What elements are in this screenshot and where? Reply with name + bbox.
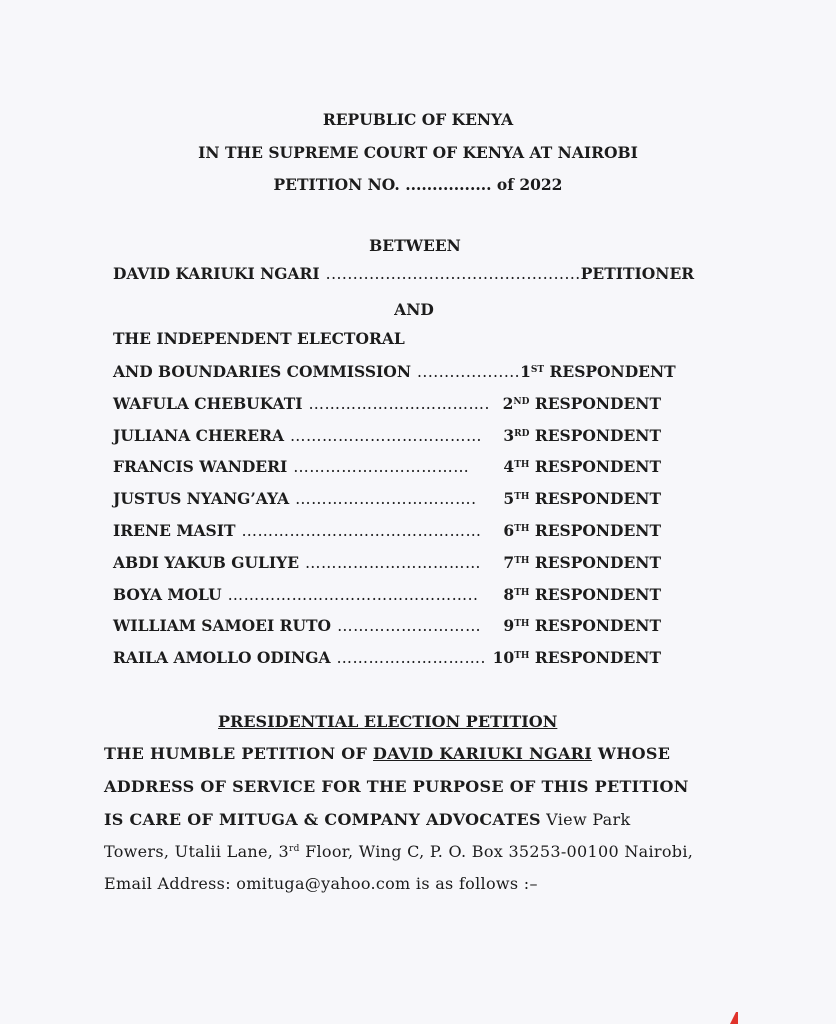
republic-heading: REPUBLIC OF KENYA bbox=[322, 110, 514, 129]
role-label: RESPONDENT bbox=[534, 393, 661, 413]
respondent-row bbox=[113, 521, 661, 540]
role-label: RESPONDENT bbox=[534, 425, 661, 445]
body-text: View Park bbox=[540, 810, 631, 829]
ordinal-suffix: TH bbox=[514, 492, 530, 503]
respondent-role bbox=[503, 426, 661, 445]
ordinal-number: 2 bbox=[502, 393, 514, 413]
ordinal-suffix: TH bbox=[514, 524, 530, 534]
body-text: THE HUMBLE PETITION OF bbox=[104, 744, 374, 763]
body-text: WHOSE bbox=[592, 744, 671, 763]
petitioner-row bbox=[113, 264, 695, 283]
leader-dots: ………………………. bbox=[336, 649, 486, 668]
email-line: Email Address: omituga@yahoo.com is as follows :– bbox=[104, 874, 538, 893]
body-line-3 bbox=[104, 810, 660, 829]
role-label: RESPONDENT bbox=[534, 648, 661, 668]
ordinal-number: 3 bbox=[503, 425, 515, 445]
leader-dots: ................... bbox=[416, 363, 521, 381]
body-text: ADDRESS OF SERVICE FOR THE PURPOSE OF THIS PETITION bbox=[104, 777, 689, 796]
role-label: RESPONDENT bbox=[534, 552, 661, 572]
leader-dots: ............................................... bbox=[325, 265, 581, 283]
respondent-name: WILLIAM SAMOEI RUTO bbox=[113, 616, 332, 636]
leader-dots: ……………………… bbox=[337, 617, 482, 636]
respondent-row bbox=[113, 394, 661, 413]
leader-dots: ……………………………. bbox=[295, 490, 477, 509]
ordinal-number: 7 bbox=[503, 552, 515, 572]
ordinal-suffix: ST bbox=[530, 365, 545, 375]
respondent-role bbox=[503, 553, 661, 572]
page-number-mark bbox=[726, 1010, 740, 1024]
role-label: RESPONDENT bbox=[534, 616, 661, 636]
leader-dots: ……………………………………….. bbox=[227, 585, 479, 604]
leader-dots: ……………………………… bbox=[290, 426, 483, 445]
respondent-role bbox=[493, 648, 661, 667]
respondent-row bbox=[113, 585, 661, 604]
role-label: RESPONDENT bbox=[534, 489, 661, 509]
body-text: Floor, Wing C, P. O. Box 35253-00100 Nairobi, bbox=[299, 842, 694, 861]
ordinal-suffix: ND bbox=[513, 396, 530, 407]
and-heading: AND bbox=[394, 300, 434, 319]
respondent-row bbox=[113, 489, 661, 508]
between-heading: BETWEEN bbox=[369, 236, 461, 255]
petition-number: PETITION NO. ................ of 2022 bbox=[273, 175, 563, 194]
ordinal-suffix: TH bbox=[514, 587, 530, 598]
iebc-name-line: THE INDEPENDENT ELECTORAL bbox=[113, 329, 405, 348]
respondent-name: JUSTUS NYANG’AYA bbox=[113, 489, 290, 509]
respondent-row bbox=[113, 616, 661, 635]
respondent-name: FRANCIS WANDERI bbox=[113, 457, 288, 477]
respondent-role bbox=[503, 394, 661, 413]
petitioner-name-inline: DAVID KARIUKI NGARI bbox=[373, 744, 593, 763]
ordinal-suffix: rd bbox=[289, 844, 300, 854]
respondent-row bbox=[113, 648, 661, 667]
petitioner-role: PETITIONER bbox=[580, 264, 695, 283]
respondent-name: ABDI YAKUB GULIYE bbox=[113, 552, 300, 572]
leader-dots: …………………………… bbox=[305, 553, 482, 572]
body-line-5 bbox=[104, 874, 660, 893]
respondent-role bbox=[503, 457, 661, 476]
leader-dots: ……………………………. bbox=[308, 394, 490, 413]
petitioner-name: DAVID KARIUKI NGARI bbox=[113, 264, 320, 283]
respondent-row bbox=[113, 457, 661, 476]
respondent-role bbox=[503, 585, 661, 604]
respondent-role bbox=[503, 616, 661, 635]
body-text: Towers, Utalii Lane, 3 bbox=[104, 842, 290, 861]
leader-dots: …………………………… bbox=[293, 458, 470, 477]
ordinal-number: 5 bbox=[503, 489, 515, 509]
respondent-row bbox=[113, 362, 676, 381]
respondent-name: AND BOUNDARIES COMMISSION bbox=[113, 362, 411, 381]
respondent-name: IRENE MASIT bbox=[113, 521, 236, 540]
respondent-name: RAILA AMOLLO ODINGA bbox=[113, 648, 331, 668]
respondent-role bbox=[520, 362, 676, 381]
role-label: RESPONDENT bbox=[534, 521, 661, 540]
role-label: RESPONDENT bbox=[534, 584, 661, 604]
ordinal-number: 6 bbox=[503, 521, 515, 540]
body-line-1 bbox=[104, 744, 671, 763]
petition-title: PRESIDENTIAL ELECTION PETITION bbox=[218, 712, 558, 731]
role-label: RESPONDENT bbox=[549, 362, 676, 381]
ordinal-number: 1 bbox=[520, 362, 531, 381]
respondent-row bbox=[113, 553, 661, 572]
ordinal-suffix: TH bbox=[514, 555, 530, 566]
respondent-role bbox=[503, 521, 661, 540]
ordinal-number: 8 bbox=[503, 584, 515, 604]
ordinal-number: 10 bbox=[492, 648, 515, 668]
respondent-name: WAFULA CHEBUKATI bbox=[113, 393, 303, 413]
ordinal-suffix: TH bbox=[514, 619, 530, 630]
respondent-row bbox=[113, 426, 661, 445]
ordinal-suffix: RD bbox=[514, 428, 530, 439]
court-heading: IN THE SUPREME COURT OF KENYA AT NAIROBI bbox=[198, 143, 638, 162]
body-line-4 bbox=[104, 842, 694, 861]
leader-dots: ……………………………………… bbox=[241, 522, 482, 540]
ordinal-suffix: TH bbox=[514, 460, 530, 471]
respondent-name: JULIANA CHERERA bbox=[113, 425, 285, 445]
role-label: RESPONDENT bbox=[534, 457, 661, 477]
ordinal-suffix: TH bbox=[514, 651, 530, 662]
ordinal-number: 9 bbox=[503, 616, 515, 636]
respondent-name: BOYA MOLU bbox=[113, 584, 222, 604]
body-text: IS CARE OF MITUGA & COMPANY ADVOCATES bbox=[104, 810, 541, 829]
respondent-role bbox=[503, 489, 661, 508]
ordinal-number: 4 bbox=[503, 457, 515, 477]
body-line-2 bbox=[104, 777, 689, 796]
